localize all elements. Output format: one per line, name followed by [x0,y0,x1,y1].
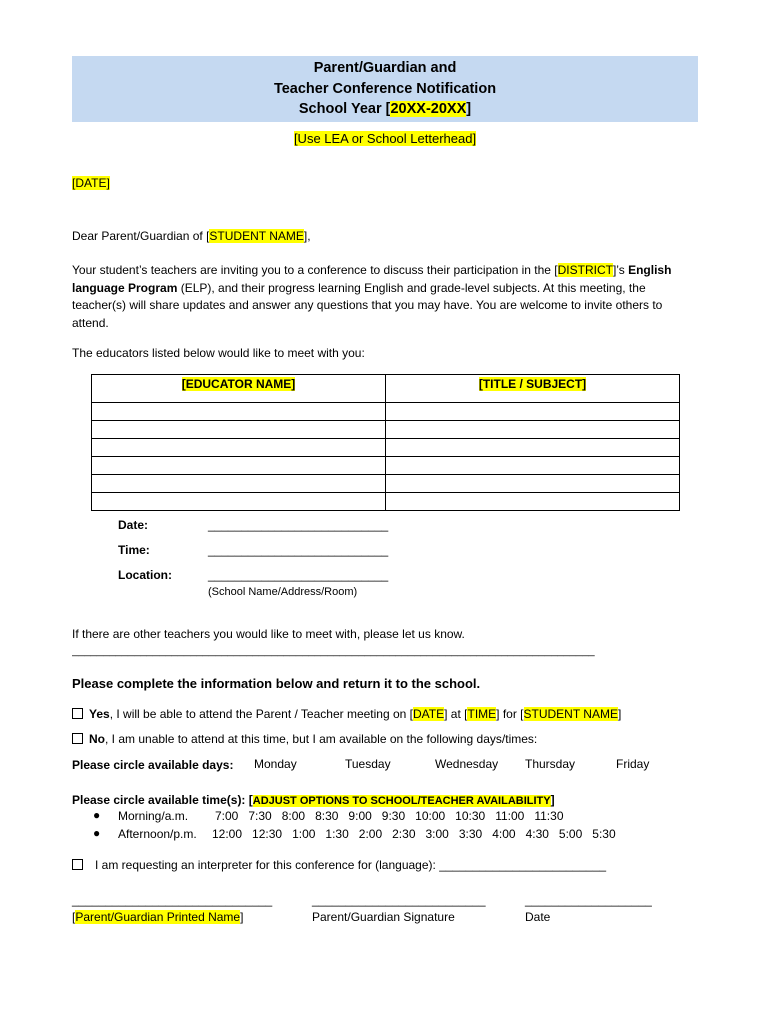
educators-table [91,374,680,511]
educators-intro: The educators listed below would like to meet with you: [72,346,365,360]
student-name-placeholder: STUDENT NAME [209,229,304,243]
educator-name-cell[interactable] [92,493,386,511]
location-field[interactable]: ___________________________ [208,568,389,582]
table-header-row [92,375,680,403]
title-subject-cell[interactable] [386,403,680,421]
day-wednesday[interactable]: Wednesday [435,757,499,771]
days-label: Please circle available days: [72,758,234,772]
school-year-placeholder: 20XX-20XX [390,101,467,117]
date-label: Date: [118,518,149,532]
location-label: Location: [118,568,172,582]
date-field[interactable]: ___________________________ [208,518,389,532]
title-subject-cell[interactable] [386,457,680,475]
district-placeholder: DISTRICT [557,263,613,277]
educator-name-cell[interactable] [92,403,386,421]
day-thursday[interactable]: Thursday [525,757,576,771]
day-friday[interactable]: Friday [616,757,650,771]
table-row [92,421,680,439]
adjust-options-placeholder: ADJUST OPTIONS TO SCHOOL/TEACHER AVAILABILITY [252,795,551,807]
table-row [92,403,680,421]
printed-name-label: [Parent/Guardian Printed Name] [72,910,244,924]
morning-row: Morning/a.m. 7:00 7:30 8:00 8:30 9:00 9:30 10:00 10:30 11:00 11:30 [118,809,564,823]
table-row [92,439,680,457]
other-teachers-field[interactable]: ____________________________________________________________________________________ [72,645,595,657]
educator-name-header: [EDUCATOR NAME] [92,375,386,403]
greeting: Dear Parent/Guardian of [STUDENT NAME], [72,229,311,243]
language-field[interactable]: _________________________ [439,858,607,872]
table-row [92,475,680,493]
document-title [72,56,698,122]
location-note: (School Name/Address/Room) [208,586,358,598]
morning-slots[interactable]: 7:00 7:30 8:00 8:30 9:00 9:30 10:00 10:30 11:00 11:30 [215,809,564,823]
title-line-1: Parent/Guardian and [313,60,457,76]
title-line-3: School Year [20XX-20XX] [298,101,472,117]
letterhead-placeholder: [Use LEA or School Letterhead] [293,131,477,146]
day-monday[interactable]: Monday [254,757,297,771]
table-row [92,493,680,511]
title-subject-cell[interactable] [386,493,680,511]
educator-name-cell[interactable] [92,457,386,475]
afternoon-slots[interactable]: 12:00 12:30 1:00 1:30 2:00 2:30 3:00 3:30 4:00 4:30 5:00 5:30 [212,827,616,841]
interpreter-option: I am requesting an interpreter for this conference for (language): _________________________ [72,857,698,875]
signature-date-field[interactable]: ___________________ [525,893,652,907]
date-label: Date [525,910,551,924]
signature-field[interactable]: __________________________ [312,893,486,907]
other-teachers-text: If there are other teachers you would like to meet with, please let us know. [72,627,465,641]
title-subject-header: [TITLE / SUBJECT] [386,375,680,403]
intro-paragraph: Your student’s teachers are inviting you to a conference to discuss their participation in the [DISTRICT]’s English language Program (ELP), and their progress learning English and grade-level subjects. At this meeting, the teacher(s) will share updates and answer any questions that you may have. You are welcome to invite others to attend. [72,263,672,330]
time-field[interactable]: ___________________________ [208,543,389,557]
table-row [92,457,680,475]
no-option: No, I am unable to attend at this time, but I am available on the following days/times: [72,731,698,749]
yes-option: Yes, I will be able to attend the Parent / Teacher meeting on [DATE] at [TIME] for [STUDENT NAME] [72,706,698,724]
interpreter-checkbox[interactable] [72,859,83,870]
title-subject-cell[interactable] [386,421,680,439]
educator-name-cell[interactable] [92,475,386,493]
bullet-icon: ● [93,808,101,822]
yes-checkbox[interactable] [72,708,83,719]
meeting-time-placeholder: TIME [467,707,497,721]
no-checkbox[interactable] [72,733,83,744]
title-subject-cell[interactable] [386,439,680,457]
educator-name-cell[interactable] [92,439,386,457]
day-tuesday[interactable]: Tuesday [345,757,391,771]
time-label: Time: [118,543,150,557]
return-heading: Please complete the information below and return it to the school. [72,676,481,691]
educator-name-cell[interactable] [92,421,386,439]
signature-label: Parent/Guardian Signature [312,910,455,924]
afternoon-row: Afternoon/p.m. 12:00 12:30 1:00 1:30 2:00 2:30 3:00 3:30 4:00 4:30 5:00 5:30 [118,827,616,841]
student-name-placeholder: STUDENT NAME [523,707,618,721]
bullet-icon: ● [93,826,101,840]
times-label: Please circle available time(s): [ADJUST OPTIONS TO SCHOOL/TEACHER AVAILABILITY] [72,793,555,807]
title-subject-cell[interactable] [386,475,680,493]
printed-name-field[interactable]: ______________________________ [72,893,273,907]
meeting-date-placeholder: DATE [413,707,445,721]
title-line-2: Teacher Conference Notification [273,80,497,97]
date-placeholder: [DATE] [72,176,110,190]
